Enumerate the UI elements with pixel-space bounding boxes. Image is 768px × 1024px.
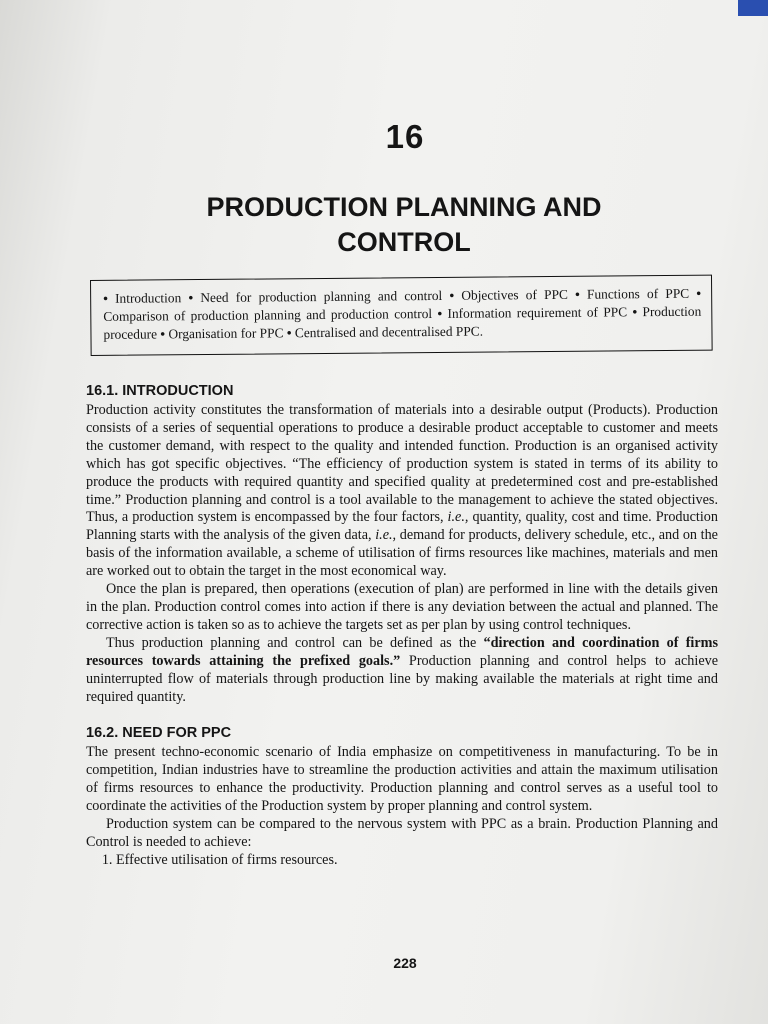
bullet-separator: • [160,326,169,342]
chapter-body [86,382,718,870]
section-gap [86,706,718,724]
paragraph-text: The present techno-economic scenario of India emphasize on competitiveness in manufacturing. To be in competition, Indian industries have to streamline the production activities and attain the maximum utilisation of firms resources to enhance the productivity. Production planning and control serves as a useful tool to coordinate the activities of the Production system by proper planning and control system. [86,744,718,815]
chapter-title-line-2: CONTROL [337,227,471,257]
chapter-title-line-1: PRODUCTION PLANNING AND [206,192,602,222]
bullet-separator: • [449,287,462,303]
contents-item: Introduction [114,290,182,306]
paragraph-text: demand for products, delivery schedule, etc., and on the basis of the information available, a scheme of utilisation of firms resources like machines, materials and men are worked out to obtain the target in the most economical way. [86,527,718,580]
bullet-separator: • [188,290,201,306]
paragraph-text: i.e., [447,509,469,526]
bullet-separator: • [437,305,448,321]
paragraph-text: Once the plan is prepared, then operations (execution of plan) are performed in line with the details given in the plan. Production control comes into action if there is any deviation between the actual and planned. The corrective action is taken so as to achieve the targets set as per plan by using control techniques. [86,581,718,633]
chapter-title [160,190,648,260]
list-item: 1. Effective utilisation of firms resources. [116,852,718,870]
paragraph-text: Production activity constitutes the transformation of materials into a desirable output (Products). Production consists of a series of sequential operations to produce a desirable product acceptable to customer and meets the customer demand, with respect to the quality and intended function. Production is an organised activity which has got specific objectives. “The efficiency of production system is stated in terms of its ability to produce the products with required quantity and specified quality at predetermined cost and pre-established time.” Production planning and control is a tool available to the management to achieve the stated objectives. Thus, a production system is encompassed by the four factors, [86,402,718,526]
paragraph-text: Production system can be compared to the nervous system with PPC as a brain. Production Planning and Control is needed to achieve: [86,816,718,850]
section-heading: 16.2. NEED FOR PPC [86,725,232,742]
paragraph-text: quantity, quality, cost and time. Production Planning starts with the analysis of the given data, [86,509,718,544]
body-paragraph [86,816,718,852]
body-paragraph [86,635,718,707]
body-paragraph [86,581,718,635]
numbered-list [86,852,718,870]
contents-item: Centralised and decentralised PPC. [294,323,484,341]
chapter-number: 16 [385,118,425,155]
section-heading: 16.1. INTRODUCTION [86,383,234,399]
contents-item: Comparison of production planning and production control [103,306,433,324]
page-number: 228 [393,955,417,971]
contents-item: Objectives of PPC [461,286,568,303]
paragraph-text: “direction and coordination of firms resources towards attaining the prefixed goals.” [86,634,718,669]
bullet-separator: • [103,290,116,306]
paragraph-text: i.e., [375,527,397,544]
contents-item: Information requirement of PPC [447,304,628,321]
contents-item: Need for production planning and control [200,287,443,306]
contents-item: Functions of PPC [586,285,690,302]
paragraph-text: Thus production planning and control can be defined as the [106,634,484,651]
contents-item: Organisation for PPC [168,325,284,342]
bullet-separator: • [632,304,643,320]
page-corner-tab [738,0,768,16]
contents-item: Production procedure [103,303,702,342]
chapter-contents-box [90,275,713,356]
bullet-separator: • [696,285,702,301]
body-paragraph [86,744,718,816]
body-paragraph [86,402,718,581]
bullet-separator: • [286,325,295,341]
bullet-separator: • [575,286,588,302]
paragraph-text: Production planning and control helps to achieve uninterrupted flow of materials through production line by making available the materials at right time and required quantity. [86,652,719,705]
